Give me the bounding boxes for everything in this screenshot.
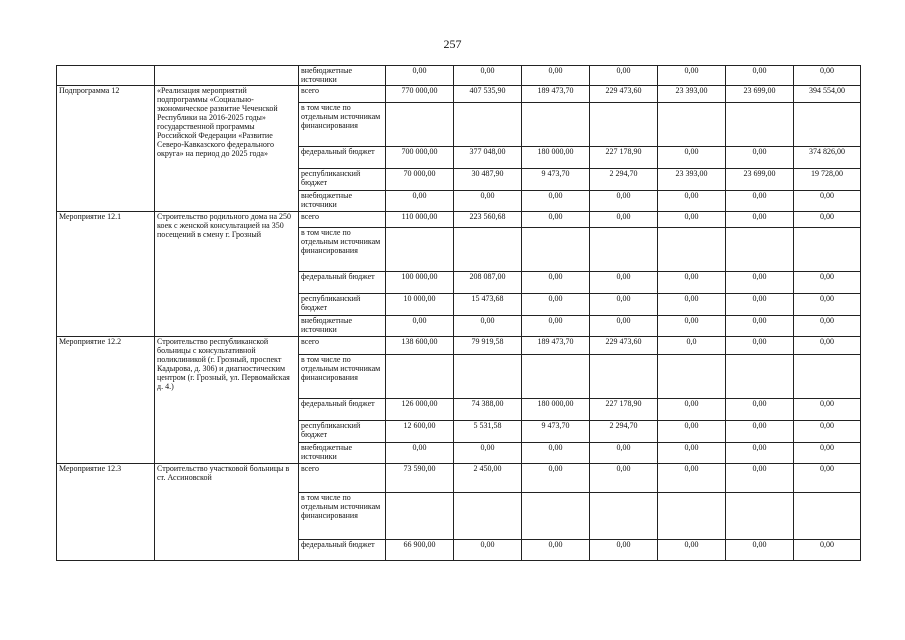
amount-cell: 0,00: [794, 443, 861, 464]
amount-cell: [386, 493, 454, 540]
amount-cell: 0,00: [590, 191, 658, 212]
funding-source: внебюджетные источники: [299, 191, 386, 212]
funding-source: внебюджетные источники: [299, 443, 386, 464]
amount-cell: 0,00: [590, 443, 658, 464]
amount-cell: 10 000,00: [386, 294, 454, 316]
amount-cell: [658, 355, 726, 399]
row-description: Строительство участковой больницы в ст. Ассиновской: [155, 464, 299, 561]
amount-cell: 189 473,70: [522, 337, 590, 355]
amount-cell: 23 699,00: [726, 86, 794, 103]
amount-cell: [658, 493, 726, 540]
amount-cell: 394 554,00: [794, 86, 861, 103]
amount-cell: [658, 228, 726, 272]
amount-cell: 74 388,00: [454, 399, 522, 421]
amount-cell: 0,00: [386, 443, 454, 464]
amount-cell: 0,00: [794, 399, 861, 421]
amount-cell: [454, 228, 522, 272]
amount-cell: [726, 103, 794, 147]
amount-cell: [522, 103, 590, 147]
amount-cell: 2 450,00: [454, 464, 522, 493]
amount-cell: 79 919,58: [454, 337, 522, 355]
amount-cell: 0,00: [726, 272, 794, 294]
amount-cell: 110 000,00: [386, 212, 454, 228]
funding-source: в том числе по отдельным источникам финансирования: [299, 493, 386, 540]
funding-source: федеральный бюджет: [299, 399, 386, 421]
amount-cell: [794, 355, 861, 399]
amount-cell: 0,00: [658, 212, 726, 228]
amount-cell: 0,00: [386, 316, 454, 337]
amount-cell: 0,00: [794, 316, 861, 337]
row-description: «Реализация мероприятий подпрограммы «Социально-экономическое развитие Чеченской Республики на 2016-2025 годы» государственной программы Российской Федерации «Развитие Северо-Кавказского федерального округа» на период до 2025 года»: [155, 86, 299, 212]
amount-cell: 0,00: [386, 66, 454, 86]
funding-source: всего: [299, 86, 386, 103]
amount-cell: 0,00: [794, 464, 861, 493]
amount-cell: 0,00: [726, 212, 794, 228]
amount-cell: [386, 228, 454, 272]
amount-cell: 0,00: [454, 316, 522, 337]
amount-cell: 0,00: [658, 272, 726, 294]
row-description: [155, 66, 299, 86]
amount-cell: 23 393,00: [658, 169, 726, 191]
amount-cell: 229 473,60: [590, 86, 658, 103]
amount-cell: 0,00: [658, 147, 726, 169]
amount-cell: 0,00: [522, 191, 590, 212]
table-row: [57, 337, 861, 355]
row-title: Мероприятие 12.3: [57, 464, 155, 561]
amount-cell: 700 000,00: [386, 147, 454, 169]
amount-cell: 0,00: [590, 212, 658, 228]
amount-cell: 0,00: [726, 421, 794, 443]
row-title: [57, 66, 155, 86]
funding-source: в том числе по отдельным источникам финансирования: [299, 103, 386, 147]
amount-cell: 0,00: [726, 337, 794, 355]
amount-cell: [590, 355, 658, 399]
amount-cell: 0,00: [590, 272, 658, 294]
amount-cell: 0,00: [794, 337, 861, 355]
amount-cell: 15 473,68: [454, 294, 522, 316]
funding-source: республиканский бюджет: [299, 169, 386, 191]
amount-cell: 2 294,70: [590, 421, 658, 443]
funding-source: республиканский бюджет: [299, 294, 386, 316]
table-row: [57, 66, 861, 86]
amount-cell: 0,00: [658, 399, 726, 421]
amount-cell: 0,00: [454, 66, 522, 86]
amount-cell: 0,00: [590, 316, 658, 337]
funding-source: внебюджетные источники: [299, 316, 386, 337]
amount-cell: [522, 228, 590, 272]
amount-cell: 0,00: [658, 66, 726, 86]
amount-cell: 0,00: [454, 540, 522, 561]
amount-cell: 9 473,70: [522, 421, 590, 443]
amount-cell: 0,00: [726, 191, 794, 212]
amount-cell: 0,00: [726, 294, 794, 316]
funding-source: в том числе по отдельным источникам финансирования: [299, 228, 386, 272]
amount-cell: [794, 103, 861, 147]
budget-table: [56, 65, 861, 561]
amount-cell: 0,00: [658, 316, 726, 337]
amount-cell: 73 590,00: [386, 464, 454, 493]
amount-cell: 0,00: [522, 464, 590, 493]
amount-cell: 0,00: [794, 191, 861, 212]
amount-cell: 138 600,00: [386, 337, 454, 355]
funding-source: всего: [299, 337, 386, 355]
amount-cell: 0,0: [658, 337, 726, 355]
amount-cell: [386, 103, 454, 147]
amount-cell: 0,00: [726, 399, 794, 421]
amount-cell: 0,00: [590, 294, 658, 316]
amount-cell: 223 560,68: [454, 212, 522, 228]
amount-cell: 126 000,00: [386, 399, 454, 421]
amount-cell: 0,00: [522, 316, 590, 337]
funding-source: федеральный бюджет: [299, 147, 386, 169]
table-row: [57, 212, 861, 228]
amount-cell: 0,00: [794, 421, 861, 443]
amount-cell: 0,00: [590, 540, 658, 561]
amount-cell: 180 000,00: [522, 399, 590, 421]
funding-source: республиканский бюджет: [299, 421, 386, 443]
amount-cell: 0,00: [794, 540, 861, 561]
amount-cell: 0,00: [522, 212, 590, 228]
amount-cell: [794, 493, 861, 540]
amount-cell: 0,00: [794, 212, 861, 228]
funding-source: федеральный бюджет: [299, 540, 386, 561]
amount-cell: 0,00: [794, 272, 861, 294]
amount-cell: 377 048,00: [454, 147, 522, 169]
amount-cell: 0,00: [726, 540, 794, 561]
amount-cell: 189 473,70: [522, 86, 590, 103]
amount-cell: 0,00: [522, 540, 590, 561]
amount-cell: 0,00: [522, 294, 590, 316]
amount-cell: 0,00: [794, 66, 861, 86]
amount-cell: 23 699,00: [726, 169, 794, 191]
amount-cell: [454, 103, 522, 147]
amount-cell: 0,00: [726, 147, 794, 169]
amount-cell: 0,00: [454, 191, 522, 212]
row-description: Строительство республиканской больницы с консультативной поликлиникой (г. Грозный, проспект Кадырова, д. 306) и диагностическим центром (г. Грозный, ул. Первомайская д. 4.): [155, 337, 299, 464]
amount-cell: 0,00: [658, 443, 726, 464]
amount-cell: [590, 103, 658, 147]
amount-cell: 0,00: [658, 191, 726, 212]
amount-cell: 0,00: [454, 443, 522, 464]
amount-cell: 0,00: [726, 464, 794, 493]
amount-cell: 23 393,00: [658, 86, 726, 103]
amount-cell: [726, 228, 794, 272]
amount-cell: 227 178,90: [590, 147, 658, 169]
row-title: Мероприятие 12.2: [57, 337, 155, 464]
row-title: Мероприятие 12.1: [57, 212, 155, 337]
amount-cell: 0,00: [658, 294, 726, 316]
funding-source: всего: [299, 212, 386, 228]
amount-cell: [590, 228, 658, 272]
funding-source: федеральный бюджет: [299, 272, 386, 294]
amount-cell: 407 535,90: [454, 86, 522, 103]
amount-cell: 2 294,70: [590, 169, 658, 191]
amount-cell: [590, 493, 658, 540]
amount-cell: 100 000,00: [386, 272, 454, 294]
table-row: [57, 86, 861, 103]
table-row: [57, 464, 861, 493]
amount-cell: 30 487,90: [454, 169, 522, 191]
amount-cell: 70 000,00: [386, 169, 454, 191]
amount-cell: [386, 355, 454, 399]
amount-cell: [454, 355, 522, 399]
amount-cell: 0,00: [522, 272, 590, 294]
amount-cell: 0,00: [658, 464, 726, 493]
amount-cell: 374 826,00: [794, 147, 861, 169]
amount-cell: 0,00: [386, 191, 454, 212]
amount-cell: 229 473,60: [590, 337, 658, 355]
amount-cell: 0,00: [726, 66, 794, 86]
funding-source: в том числе по отдельным источникам финансирования: [299, 355, 386, 399]
amount-cell: 19 728,00: [794, 169, 861, 191]
amount-cell: 208 087,00: [454, 272, 522, 294]
row-description: Строительство родильного дома на 250 коек с женской консультацией на 350 посещений в смену г. Грозный: [155, 212, 299, 337]
funding-source: всего: [299, 464, 386, 493]
amount-cell: 0,00: [658, 540, 726, 561]
page-number: 257: [443, 37, 462, 51]
amount-cell: 66 900,00: [386, 540, 454, 561]
amount-cell: 12 600,00: [386, 421, 454, 443]
funding-source: внебюджетные источники: [299, 66, 386, 86]
amount-cell: 0,00: [590, 66, 658, 86]
amount-cell: 0,00: [590, 464, 658, 493]
amount-cell: [522, 355, 590, 399]
amount-cell: 0,00: [794, 294, 861, 316]
amount-cell: [726, 493, 794, 540]
row-title: Подпрограмма 12: [57, 86, 155, 212]
amount-cell: 0,00: [522, 443, 590, 464]
amount-cell: [522, 493, 590, 540]
amount-cell: 180 000,00: [522, 147, 590, 169]
amount-cell: 5 531,58: [454, 421, 522, 443]
amount-cell: 227 178,90: [590, 399, 658, 421]
amount-cell: [658, 103, 726, 147]
amount-cell: 0,00: [658, 421, 726, 443]
amount-cell: [726, 355, 794, 399]
amount-cell: 0,00: [726, 443, 794, 464]
amount-cell: [794, 228, 861, 272]
amount-cell: [454, 493, 522, 540]
amount-cell: 770 000,00: [386, 86, 454, 103]
amount-cell: 0,00: [522, 66, 590, 86]
amount-cell: 9 473,70: [522, 169, 590, 191]
amount-cell: 0,00: [726, 316, 794, 337]
